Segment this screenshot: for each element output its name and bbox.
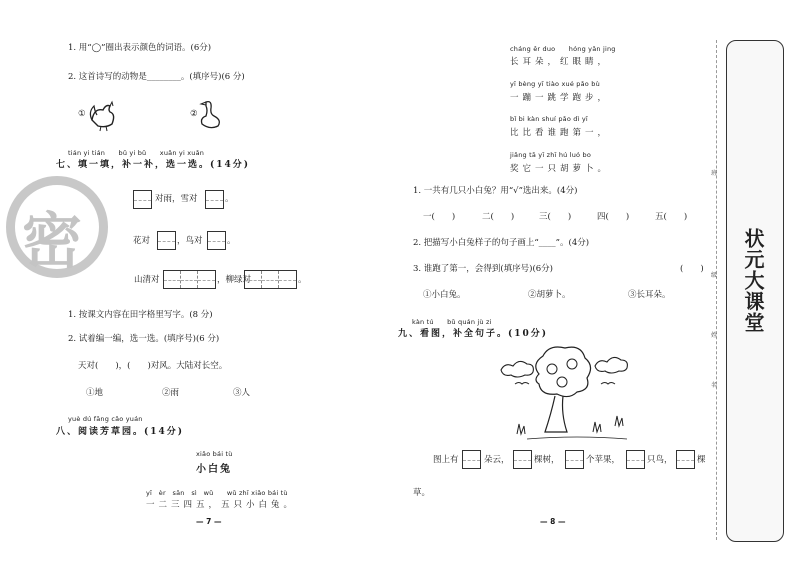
right-q3: 3. 谁跑了第一，会得到(填序号)(6分): [413, 264, 553, 274]
poem-line2: 一蹦一跳学跑步，: [510, 93, 611, 103]
left-q7-2: 2. 试着编一编，选一选。(填序号)(6 分): [68, 334, 220, 344]
writing-grid[interactable]: [626, 450, 645, 469]
writing-grid[interactable]: [157, 231, 176, 250]
writing-grid[interactable]: [565, 450, 584, 469]
section7-pinyin: tián yi tián bǔ yi bǔ xuǎn yi xuǎn: [68, 149, 205, 157]
option-1-label: ①: [78, 109, 86, 119]
row3-text-a: 山清对: [134, 275, 160, 285]
binding-label: 级: [711, 272, 718, 279]
section9-title: 九、看图，补全句子。(10分): [398, 329, 549, 339]
writing-grid[interactable]: [207, 231, 226, 250]
binding-label: 班: [711, 170, 718, 177]
option-2-label: ②: [190, 109, 198, 119]
row1-end: 。: [225, 194, 234, 204]
count-choice-1[interactable]: 一( ): [423, 212, 456, 222]
writing-grid[interactable]: [513, 450, 532, 469]
binding-label: 姓: [711, 332, 718, 339]
count-choice-4[interactable]: 四( ): [597, 212, 630, 222]
right-q2: 2. 把描写小白兔样子的句子画上“____”。(4分): [413, 238, 590, 248]
count-choice-2[interactable]: 二( ): [482, 212, 515, 222]
left-q2: 2. 这首诗写的动物是________。(填序号)(6 分): [68, 72, 245, 82]
writing-grid[interactable]: [462, 450, 481, 469]
count-choice-3[interactable]: 三( ): [539, 212, 572, 222]
section8-title: 八、阅读芳草园。(14分): [56, 427, 185, 437]
answer-paren[interactable]: ( ): [680, 264, 704, 274]
story-title-pinyin: xiǎo bái tù: [196, 450, 233, 458]
answer-2: ②胡萝卜。: [528, 290, 571, 300]
answer-3: ③长耳朵。: [628, 290, 671, 300]
fill-text-c: 棵树，: [534, 455, 560, 465]
couplet-choice-1: ①地: [86, 388, 104, 398]
fill-text-e: 只鸟，: [647, 455, 673, 465]
story-line1-pinyin: yī èr sān sì wǔ wǔ zhī xiǎo bái tù: [146, 489, 288, 497]
story-title: 小白兔: [196, 464, 232, 475]
row2-text-b: ，鸟对: [177, 236, 203, 246]
poem-line2-pinyin: yī bèng yī tiào xué pǎo bù: [510, 80, 600, 88]
poem-line3: 比比看谁跑第一，: [510, 128, 611, 138]
poem-line4: 奖它一只胡萝卜。: [510, 164, 611, 174]
page-number-right: — 8 —: [540, 517, 566, 526]
fill-text-b: 朵云，: [484, 455, 510, 465]
writing-grid[interactable]: [676, 450, 695, 469]
rooster-icon: [86, 98, 120, 132]
page-number-left: — 7 —: [196, 517, 222, 526]
writing-grid[interactable]: [133, 190, 152, 209]
answer-1: ①小白兔。: [423, 290, 466, 300]
couplet-line: 天对( )，( )对风。大陆对长空。: [78, 361, 228, 371]
couplet-choice-2: ②雨: [162, 388, 180, 398]
left-q7-1: 1. 按课文内容在田字格里写字。(8 分): [68, 310, 213, 320]
writing-grid[interactable]: [244, 270, 297, 289]
right-q1: 1. 一共有几只小白兔？用“√”选出来。(4分): [413, 186, 578, 196]
writing-grid[interactable]: [205, 190, 224, 209]
row2-end: 。: [227, 236, 236, 246]
goose-icon: [198, 98, 224, 132]
couplet-choice-3: ③人: [233, 388, 251, 398]
fill-text-d: 个苹果，: [586, 455, 621, 465]
poem-line1: 长耳朵，红眼睛，: [510, 57, 611, 67]
fill-text-a: 图上有: [433, 455, 459, 465]
tree-scene-illustration: [497, 344, 637, 444]
fill-text-g: 草。: [413, 488, 431, 498]
fill-text-f: 棵: [697, 455, 706, 465]
section9-pinyin: kàn tú bǔ quán jù zi: [412, 318, 492, 326]
poem-line1-pinyin: cháng ěr duo hóng yǎn jing: [510, 45, 616, 53]
story-line1: 一二三四五，五只小白兔。: [146, 500, 297, 510]
brand-logo-text: 状元大课堂: [741, 228, 765, 333]
left-q1: 1. 用“◯”圈出表示颜色的词语。(6分): [68, 43, 212, 53]
row3-end: 。: [298, 275, 307, 285]
poem-line4-pinyin: jiǎng tā yī zhī hú luó bo: [510, 151, 592, 159]
count-choice-5[interactable]: 五( ): [655, 212, 688, 222]
secret-stamp-char: 密: [22, 207, 82, 277]
row2-text-a: 花对: [133, 236, 151, 246]
row3-text-b: ，柳绿对: [217, 275, 252, 285]
binding-label: 名: [711, 382, 718, 389]
section8-pinyin: yuè dú fāng cǎo yuán: [68, 415, 143, 423]
row1-text: 对雨，雪对: [155, 194, 198, 204]
section7-title: 七、填一填，补一补，选一选。(14分): [56, 160, 251, 170]
poem-line3-pinyin: bǐ bi kàn shuí pǎo dì yī: [510, 115, 588, 123]
binding-line: [716, 40, 717, 540]
writing-grid[interactable]: [163, 270, 216, 289]
